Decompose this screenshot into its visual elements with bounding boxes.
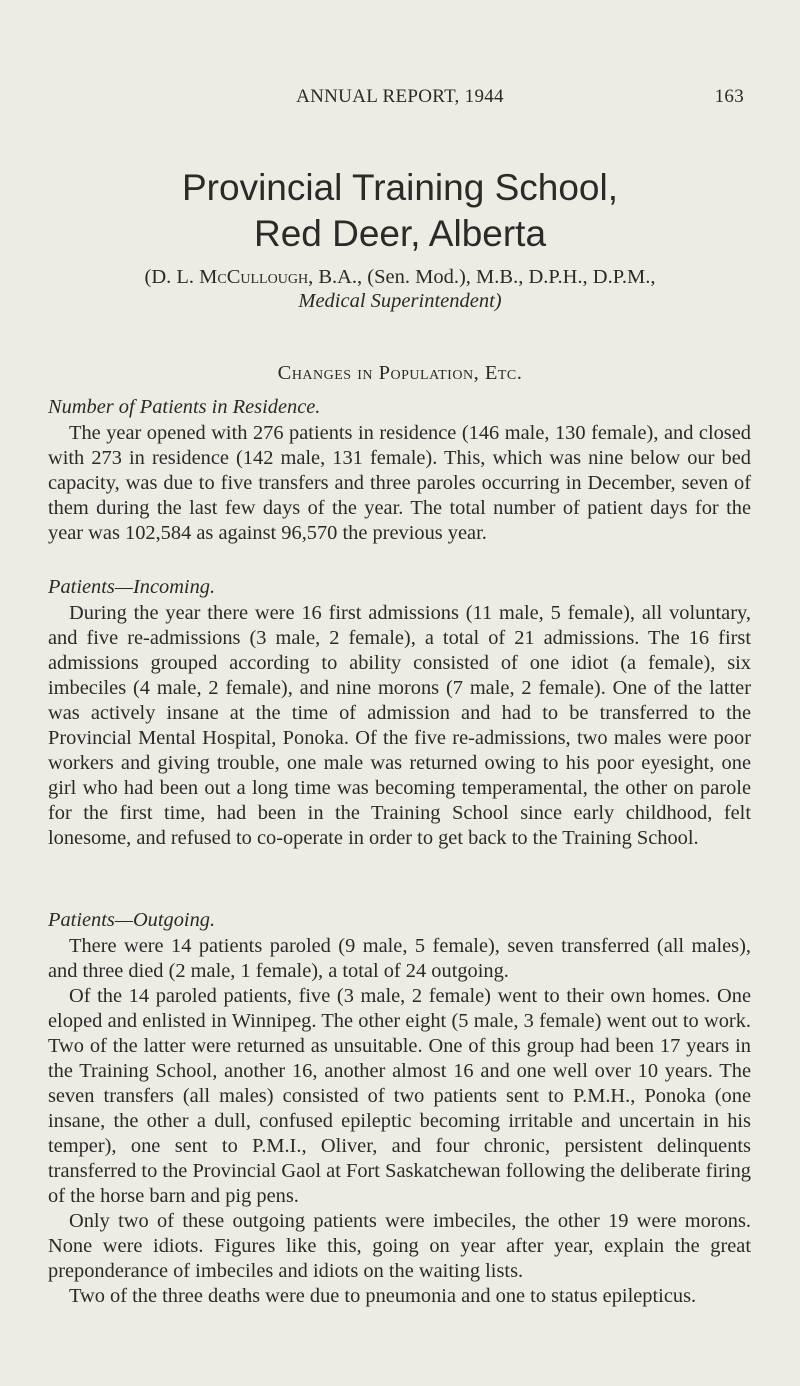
paragraph: The year opened with 276 patients in residence (146 male, 130 female), and closed with 273 in residence (142 male, 131 female). This, which was nine below our bed capacity, was due to five transfers and three paroles occurring in December, seven of them during the last few days of the year. The total number of patient days for the year was 102,584 as against 96,570 the previous year. bbox=[48, 422, 751, 544]
residence-body bbox=[48, 421, 751, 546]
author-credentials: , B.A., (Sen. Mod.), M.B., D.P.H., D.P.M., bbox=[308, 266, 656, 288]
paragraph: There were 14 patients paroled (9 male, 5 female), seven transferred (all males), and three died (2 male, 1 female), a total of 24 outgoing. bbox=[48, 935, 751, 982]
document-title-line-1: Provincial Training School, bbox=[182, 167, 618, 208]
subheading-outgoing: Patients—Outgoing. bbox=[48, 909, 216, 931]
paragraph: During the year there were 16 first admissions (11 male, 5 female), all voluntary, and five re-admissions (3 male, 2 female), a total of 21 admissions. The 16 first admissions grouped according to ability consisted of one idiot (a female), six imbeciles (4 male, 2 female), and nine morons (7 male, 2 female). One of the latter was actively insane at the time of admission and had to be transferred to the Provincial Mental Hospital, Ponoka. Of the five re-admissions, two males were poor workers and giving trouble, one male was returned owing to his poor eyesight, one girl who had been out a long time was becoming temperamental, the other on parole for the first time, had been in the Training School since early childhood, felt lonesome, and refused to co-operate in order to get back to the Training School. bbox=[48, 602, 751, 849]
outgoing-body bbox=[48, 934, 751, 1309]
subheading-incoming: Patients—Incoming. bbox=[48, 576, 216, 598]
section-title: Changes in Population, Etc. bbox=[277, 362, 523, 384]
header-title: ANNUAL REPORT, 1944 bbox=[296, 86, 504, 107]
document-title-line-2: Red Deer, Alberta bbox=[253, 213, 547, 254]
paragraph: Only two of these outgoing patients were imbeciles, the other 19 were morons. None were idiots. Figures like this, going on year after year, explain the great preponderance of imbeciles and idiots on the waiting lists. bbox=[48, 1210, 751, 1282]
author-name: McCullough bbox=[199, 266, 309, 288]
paragraph: Two of the three deaths were due to pneumonia and one to status epilepticus. bbox=[69, 1285, 697, 1307]
subheading-residence: Number of Patients in Residence. bbox=[48, 396, 321, 418]
author-line bbox=[0, 265, 800, 289]
page-number: 163 bbox=[714, 86, 744, 107]
author-prefix: (D. L. bbox=[144, 266, 200, 288]
incoming-body bbox=[48, 601, 751, 851]
paragraph: Of the 14 paroled patients, five (3 male, 2 female) went to their own homes. One eloped and enlisted in Winnipeg. The other eight (5 male, 3 female) went out to work. Two of the latter were returned as unsuitable. One of this group had been 17 years in the Training School, another 16, another almost 16 and one well over 10 years. The seven transfers (all males) consisted of two patients sent to P.M.H., Ponoka (one insane, the other a dull, confused epileptic becoming irritable and uncertain in his temper), one sent to P.M.I., Oliver, and four chronic, persistent delinquents transferred to the Provincial Gaol at Fort Saskatchewan following the deliberate firing of the horse barn and pig pens. bbox=[48, 985, 751, 1207]
author-role: Medical Superintendent) bbox=[298, 290, 502, 312]
